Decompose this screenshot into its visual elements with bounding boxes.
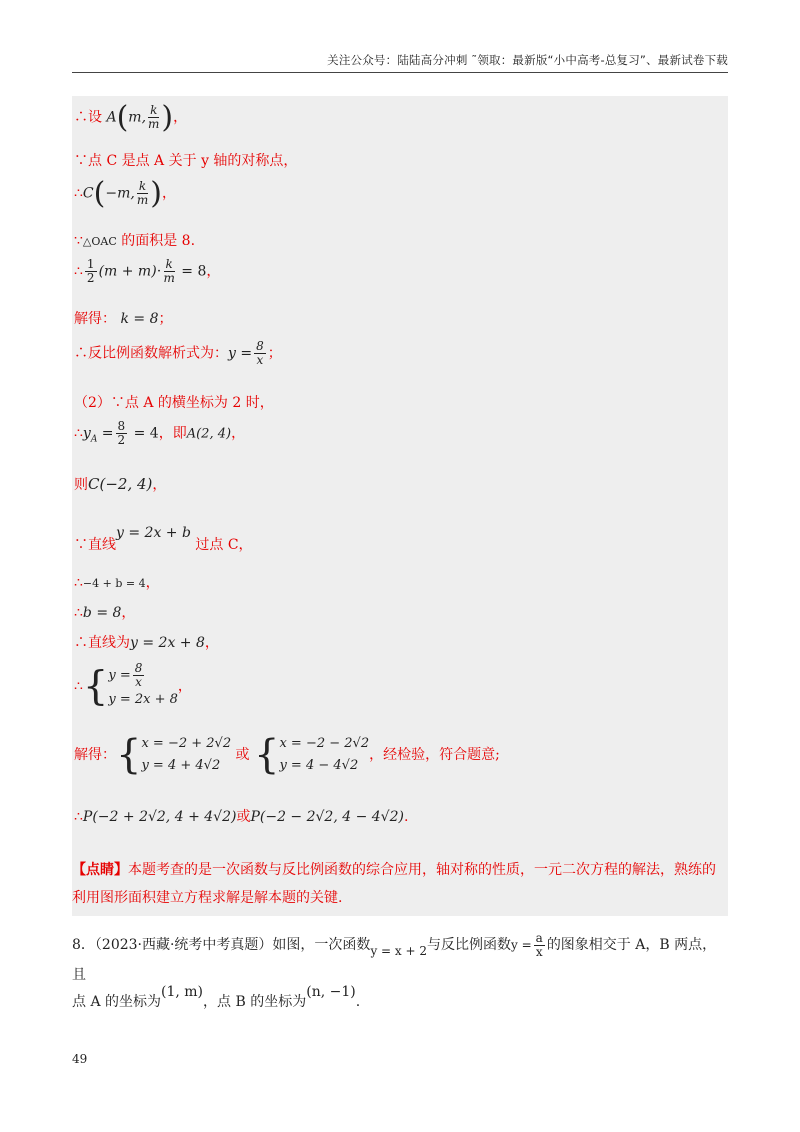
fraction-numerator: k xyxy=(138,179,147,193)
text: ， xyxy=(231,425,246,442)
solution-line-11 xyxy=(74,522,253,553)
comment-text: 本题考查的是一次函数与反比例函数的综合应用，轴对称的性质，一元二次方程的解法，熟练的利用图形面积建立方程求解是解本题的关键. xyxy=(72,862,716,906)
fraction-numerator: 8 xyxy=(134,661,143,675)
solution-line-9 xyxy=(74,420,245,447)
math: C(−2, 4) xyxy=(88,475,153,493)
text: ∴ xyxy=(74,185,83,202)
math-subscript: A xyxy=(90,434,98,445)
solution-line-17 xyxy=(74,806,408,826)
math: = 4 xyxy=(129,425,159,442)
text: 或 xyxy=(235,747,250,763)
text: ∴ xyxy=(74,678,83,695)
math: y = xyxy=(108,668,131,683)
text: ； xyxy=(267,345,282,362)
math: y = xyxy=(511,938,532,952)
fraction-denominator: m xyxy=(136,193,149,207)
math: (1, m) xyxy=(161,984,204,1000)
math: = 8 xyxy=(176,263,207,280)
math: y = 2x + 8 xyxy=(108,692,178,707)
text: ； xyxy=(158,311,173,327)
math: C xyxy=(82,185,94,202)
text: ， xyxy=(121,605,136,621)
solution-line-16: 解得：{ x = −2 + 2√2 y = 4 + 4√2 或 { x = −2 − 2√2 y = 4 − 4√2 ，经检验，符合题意; xyxy=(74,732,500,778)
text: ∵直线 xyxy=(74,537,116,553)
question-text: ，点 B 的坐标为 xyxy=(203,994,307,1010)
fraction-denominator: x xyxy=(256,353,264,367)
text: ， xyxy=(204,635,219,651)
solution-line-8: （2）∵点 A 的横坐标为 2 时， xyxy=(74,395,274,411)
comment-paragraph xyxy=(72,856,728,912)
math: k = 8 xyxy=(120,311,159,327)
question-text: . xyxy=(355,994,361,1010)
math: = xyxy=(97,425,114,442)
page-number: 49 xyxy=(72,1052,88,1066)
text: ， xyxy=(173,109,188,126)
solution-line-15: ∴{ y = $\frac{8}{x}$ y = 2x + 8 ， xyxy=(74,661,192,710)
fraction-denominator: m xyxy=(148,117,160,131)
text: ，即 xyxy=(158,425,187,442)
solution-line-13 xyxy=(74,602,135,622)
math: −m, xyxy=(105,185,135,202)
math: △OAC xyxy=(82,235,117,248)
text: ∴ xyxy=(74,809,83,825)
solution-line-1: ∴设 A(m, $\frac{k}{m}$ )， xyxy=(74,100,188,135)
math: y = 2x + b xyxy=(116,525,191,541)
math: −4 + b = 4 xyxy=(82,577,146,590)
question-text: 与反比例函数 xyxy=(427,937,511,953)
fraction-numerator: 8 xyxy=(117,419,126,433)
question-text: 点 A 的坐标为 xyxy=(72,994,162,1010)
text: 的面积是 8. xyxy=(116,233,196,249)
comment-tag: 【点睛】 xyxy=(72,862,128,878)
solution-system-1 xyxy=(141,733,231,777)
header-rule xyxy=(72,72,728,73)
math: x = −2 + 2√2 xyxy=(141,736,232,751)
text: ∴设 xyxy=(74,109,102,126)
fraction-numerator: k xyxy=(150,103,158,117)
math: y xyxy=(82,425,91,442)
fraction-numerator: 8 xyxy=(256,339,264,353)
text: ∴ xyxy=(74,605,83,621)
text: 过点 C， xyxy=(195,537,253,553)
solution-line-14 xyxy=(74,632,219,652)
text: 解得： xyxy=(74,311,116,327)
text: 解得： xyxy=(74,747,116,763)
text: ∴ xyxy=(74,575,83,591)
solution-line-12 xyxy=(74,572,160,592)
equation-system xyxy=(108,662,178,711)
text: ， xyxy=(206,263,221,280)
math: b = 8 xyxy=(82,605,122,621)
fraction-denominator: x xyxy=(135,675,142,689)
math: A xyxy=(106,109,117,126)
text: 或 xyxy=(236,809,251,825)
fraction-numerator: k xyxy=(165,257,173,271)
solution-line-4 xyxy=(74,230,195,250)
fraction-numerator: 1 xyxy=(86,257,95,271)
math: y = xyxy=(228,345,253,362)
math: A(2, 4) xyxy=(186,426,232,442)
text: ， xyxy=(152,477,167,493)
math: y = 4 − 4√2 xyxy=(279,758,359,773)
text: ∵ xyxy=(74,233,83,249)
solution-line-7 xyxy=(74,340,282,367)
fraction-denominator: 2 xyxy=(117,433,126,447)
text: ∴ xyxy=(74,425,83,442)
text: 则 xyxy=(74,477,88,493)
solution-line-6 xyxy=(74,308,172,328)
fraction-denominator: 2 xyxy=(86,271,95,285)
text: ∴ xyxy=(74,263,83,280)
math: y = x + 2 xyxy=(370,944,427,958)
math: y = 4 + 4√2 xyxy=(141,758,221,773)
solution-shaded-block xyxy=(72,96,728,916)
text: ， xyxy=(177,678,192,695)
page-header: 关注公众号：陆陆高分冲刺 ˜领取：最新版“小中高考-总复习”、最新试卷下载 xyxy=(327,53,728,67)
text: ，经检验，符合题意; xyxy=(369,747,500,763)
question-8-line-2 xyxy=(72,984,728,1016)
math: (m + m)⋅ xyxy=(98,263,162,280)
solution-line-10 xyxy=(74,474,166,494)
math: y = 2x + 8 xyxy=(130,635,205,651)
question-text: 8．（2023·西藏·统考中考真题）如图，一次函数 xyxy=(72,937,371,953)
text: ， xyxy=(145,575,160,591)
math: x = −2 − 2√2 xyxy=(279,736,370,751)
math: P(−2 + 2√2, 4 + 4√2) xyxy=(82,809,237,825)
math: m, xyxy=(128,109,147,126)
text: . xyxy=(403,809,409,825)
solution-system-2 xyxy=(279,733,369,777)
solution-line-2: ∵点 C 是点 A 关于 y 轴的对称点， xyxy=(74,153,298,169)
fraction-denominator: x xyxy=(535,944,543,959)
text: ∴直线为 xyxy=(74,635,130,651)
math: (n, −1) xyxy=(306,984,356,1000)
question-8-line-1 xyxy=(72,930,728,990)
fraction-numerator: a xyxy=(535,930,543,945)
text: ， xyxy=(161,185,176,202)
solution-line-5 xyxy=(74,258,220,285)
solution-line-3: ∴C(−m, $\frac{k}{m}$ )， xyxy=(74,176,176,211)
math: P(−2 − 2√2, 4 − 4√2) xyxy=(250,809,404,825)
text: ∴反比例函数解析式为： xyxy=(74,345,228,362)
fraction-denominator: m xyxy=(163,271,175,285)
question-text: 的图象相交于 A，B 两点，且 xyxy=(72,937,717,983)
